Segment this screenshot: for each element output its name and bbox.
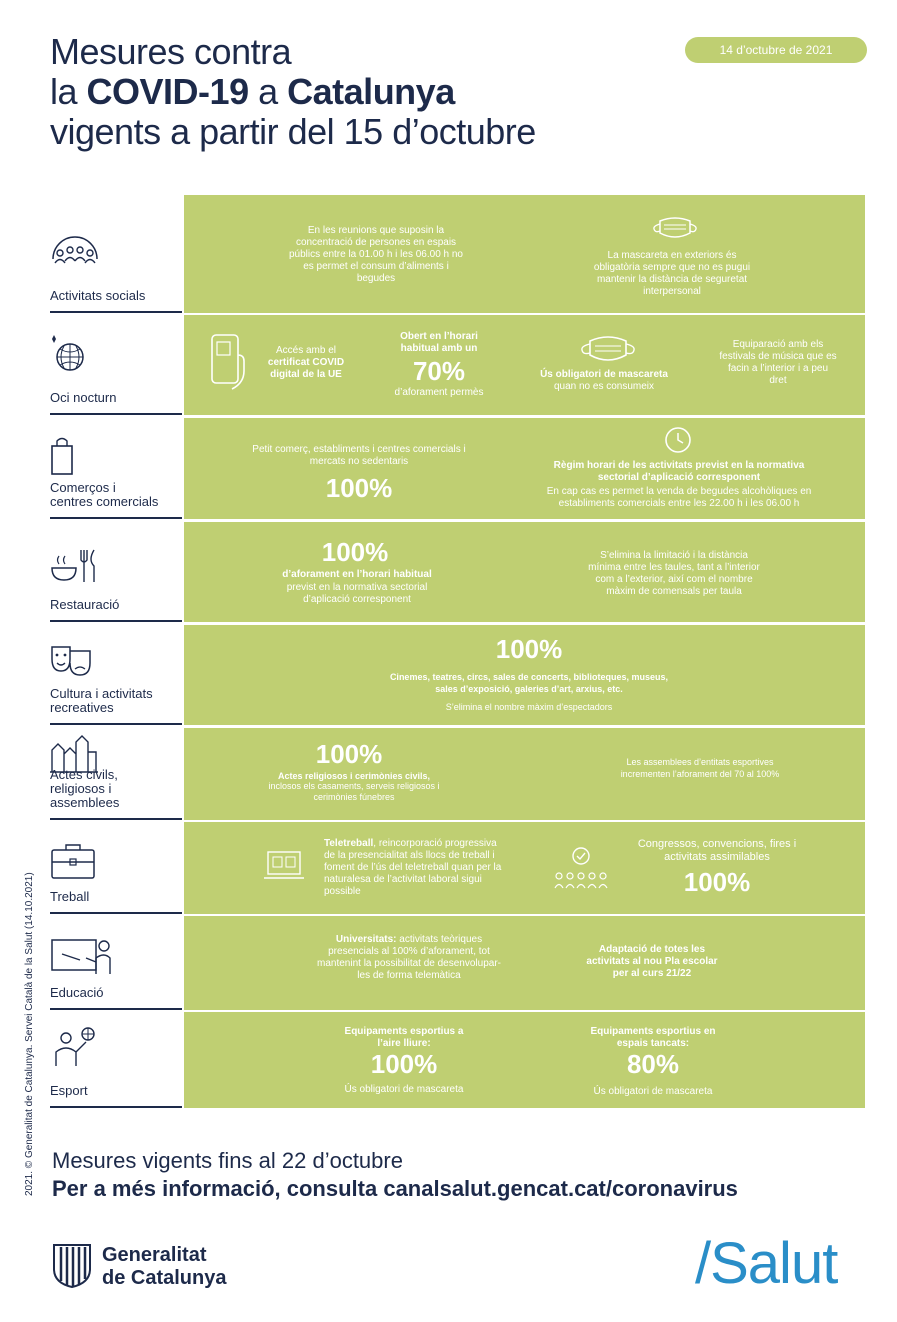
measure-text: S’elimina la limitació i la distància mínima entre les taules, tant a l’interior com a l’exterior, així com el nombre màxim de comensals per taula (588, 550, 760, 597)
label-line: recreatives (50, 700, 114, 715)
measures-panel (184, 1012, 865, 1108)
row-actes-civils (50, 728, 865, 820)
category-cell (50, 195, 182, 313)
capacity-value: 100% (370, 1049, 438, 1079)
congress-audience-icon (554, 846, 608, 890)
category-label (50, 768, 119, 810)
measure-text: inclosos els casaments, serveis religiosos i cerimònies fúnebres (268, 781, 440, 802)
text-part: activitats teòriques presencials al 100% d’aforament, tot mantenint la possibilitat de desenvolupar-les de forma telemàtica (317, 934, 501, 981)
text-bold: Teletreball (324, 838, 374, 849)
category-cell (50, 418, 182, 519)
category-cell (50, 728, 182, 820)
phone-certificate-icon (208, 333, 246, 395)
title-covid: COVID-19 (86, 71, 249, 112)
brand-line: de Catalunya (102, 1267, 227, 1289)
measure-text: En les reunions que suposin la concentració de persones en espais públics entre la 01.00 h i les 06.00 h no es permet el consum d’aliments i begudes (288, 225, 463, 284)
brand-line: Generalitat (102, 1244, 207, 1266)
text-bold: certificat COVID digital de la UE (267, 357, 345, 380)
row-restauracio (50, 522, 865, 622)
divider (50, 725, 865, 726)
text-part: Accés amb el (275, 345, 337, 356)
label-line: centres comercials (50, 494, 159, 509)
measure-text: Ús obligatori de mascareta (593, 1086, 713, 1097)
clock-icon (664, 426, 692, 454)
measures-panel (184, 522, 865, 622)
divider (50, 519, 865, 520)
category-label: Educació (50, 985, 104, 1000)
measure-text: En cap cas es permet la venda de begudes alcohòliques en establiments comercials entre les 22.00 h i les 06.00 h (546, 486, 812, 509)
label-line: assemblees (50, 795, 120, 810)
row-treball (50, 822, 865, 914)
measures-panel (184, 315, 865, 415)
row-esport (50, 1012, 865, 1108)
shopping-bag-icon (50, 436, 100, 476)
laptop-meeting-icon (264, 850, 304, 882)
title-line-3: vigents a partir del 15 d’octubre (50, 111, 536, 152)
measures-panel (184, 916, 865, 1010)
row-cultura (50, 625, 865, 725)
text-bold: Ús obligatori de mascareta (540, 369, 668, 380)
category-label: Treball (50, 889, 90, 904)
title-word: la (50, 71, 78, 112)
capacity-value: 100% (683, 867, 751, 897)
generalitat-logo-icon (52, 1243, 92, 1289)
validity-note: Mesures vigents fins al 22 d’octubre (52, 1148, 403, 1173)
teacher-board-icon (50, 936, 114, 976)
capacity-note: d’aforament permès (394, 387, 484, 398)
measures-panel (184, 728, 865, 820)
category-label: Oci nocturn (50, 390, 117, 405)
date-badge: 14 d’octubre de 2021 (685, 37, 867, 63)
measure-text: Les assemblees d’entitats esportives incrementen l’aforament del 70 al 100% (620, 757, 780, 779)
measures-panel (184, 822, 865, 914)
label-line: Comerços i (50, 480, 116, 495)
capacity-value: 70% (412, 356, 466, 386)
measure-text-bold: Règim horari de les activitats previst en la normativa sectorial d’aplicació corresponent (553, 460, 805, 483)
capacity-value: 80% (626, 1049, 680, 1079)
divider (50, 313, 865, 314)
measure-text-bold: Equipaments esportius en espais tancats: (590, 1026, 716, 1049)
title-catalunya: Catalunya (287, 71, 455, 112)
measure-text: Petit comerç, establiments i centres comercials i mercats no sedentaris (252, 444, 466, 467)
disco-ball-icon (50, 335, 100, 375)
measure-text-bold: Cinemes, teatres, circs, sales de concerts, biblioteques, museus, sales d’exposició, galeries d’art, arxius, etc. (389, 672, 669, 694)
title-word: a (258, 71, 278, 112)
label-line: religiosos i (50, 781, 112, 796)
measure-text: Equiparació amb els festivals de música que es facin a l’interior i a peu dret (719, 339, 837, 386)
divider (50, 415, 865, 416)
divider (50, 914, 865, 915)
capacity-value: 100% (495, 634, 563, 664)
text-part: quan no es consumeix (553, 381, 655, 392)
category-cell (50, 916, 182, 1010)
category-cell (50, 522, 182, 622)
category-label: Activitats socials (50, 288, 146, 303)
mask-text (536, 369, 672, 393)
telework-text (324, 838, 504, 898)
category-cell (50, 625, 182, 725)
label-line: Actes civils, (50, 767, 118, 782)
capacity-value: 100% (325, 473, 393, 503)
measure-text: S’elimina el nombre màxim d’espectadors (445, 702, 613, 712)
more-info-link-text[interactable]: Per a més informació, consulta canalsalut.gencat.cat/coronavirus (52, 1176, 738, 1201)
row-educacio (50, 916, 865, 1010)
generalitat-name (102, 1244, 226, 1290)
athlete-ball-icon (50, 1026, 100, 1066)
category-label (50, 687, 153, 715)
measure-text-bold: Actes religiosos i cerimònies civils, (277, 771, 431, 781)
page-title (50, 32, 536, 152)
theatre-masks-icon (50, 641, 100, 681)
measure-text: previst en la normativa sectorial d’aplicació corresponent (286, 582, 428, 605)
measure-text-bold: Adaptació de totes les activitats al nou Pla escolar per al curs 21/22 (586, 944, 718, 979)
row-oci-nocturn (50, 315, 865, 415)
row-comercos (50, 418, 865, 519)
category-label: Restauració (50, 597, 120, 612)
university-text (314, 934, 504, 982)
measures-panel (184, 418, 865, 519)
category-cell (50, 315, 182, 415)
measure-text: Congressos, convencions, fires i activitats assimilables (637, 838, 797, 863)
divider (50, 820, 865, 821)
category-cell (50, 1012, 182, 1108)
row-activitats-socials (50, 195, 865, 313)
measure-text-bold: Equipaments esportius a l’aire lliure: (344, 1026, 464, 1049)
divider (50, 622, 865, 623)
measures-panel (184, 625, 865, 725)
measures-panel (184, 195, 865, 313)
briefcase-icon (50, 840, 100, 880)
mask-icon (578, 333, 638, 369)
capacity-text: Obert en l’horari habitual amb un (400, 331, 478, 354)
title-line-1: Mesures contra (50, 31, 292, 72)
label-line: Cultura i activitats (50, 686, 153, 701)
measure-text: Ús obligatori de mascareta (344, 1084, 464, 1095)
measure-text-bold: d’aforament en l’horari habitual (282, 569, 432, 580)
capacity-value: 100% (321, 537, 389, 567)
capacity-value: 100% (315, 739, 383, 769)
category-cell (50, 822, 182, 914)
people-group-icon (50, 233, 100, 273)
category-label (50, 481, 158, 509)
text-part: , reincorporació progressiva de la presencialitat als llocs de treball i foment de l’ús del teletreball quan per la naturalesa de l’activitat laboral sigui possible (324, 838, 502, 897)
cup-cutlery-icon (50, 546, 100, 586)
mask-icon (650, 215, 700, 245)
text-bold: Universitats: (335, 934, 397, 945)
certificate-text (256, 345, 356, 381)
divider (50, 1010, 865, 1011)
category-label: Esport (50, 1083, 88, 1098)
measure-text: La mascareta en exteriors és obligatòria sempre que no es pugui mantenir la distància de seguretat interpersonal (593, 250, 751, 297)
copyright-vertical: 2021. © Generalitat de Catalunya. Servei Català de la Salut (14.10.2021) (24, 872, 35, 1196)
salut-logo: /Salut (695, 1231, 838, 1296)
title-line-2 (50, 72, 536, 112)
